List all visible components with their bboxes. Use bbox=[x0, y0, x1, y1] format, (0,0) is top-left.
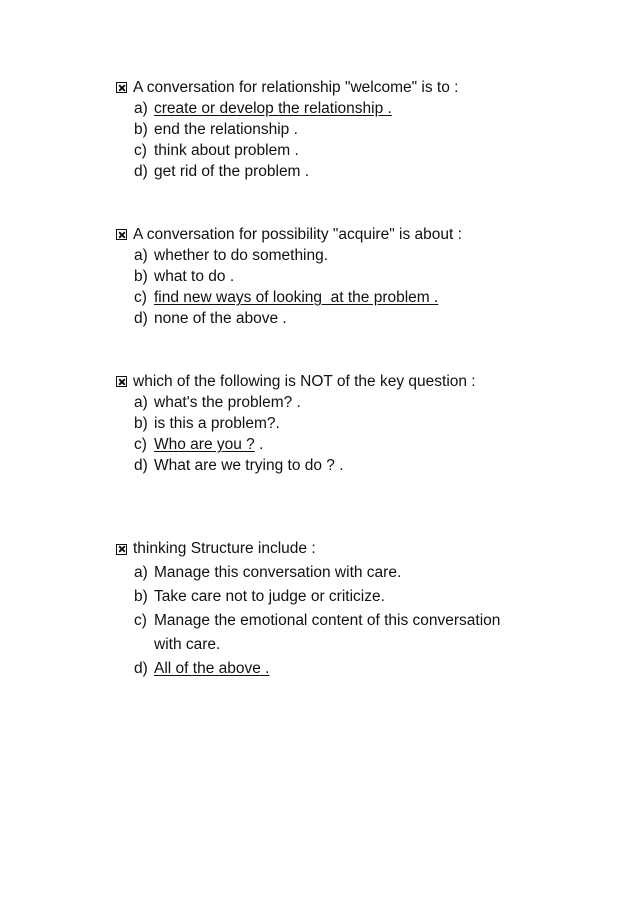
option-text: what's the problem? . bbox=[154, 394, 301, 411]
option-c bbox=[134, 140, 576, 161]
option-text-correct: find new ways of looking at the problem . bbox=[154, 289, 439, 306]
checkbox-x-icon bbox=[116, 82, 127, 93]
option-letter: c) bbox=[134, 436, 147, 453]
option-letter: b) bbox=[134, 588, 148, 605]
checkbox-x-icon bbox=[116, 544, 127, 555]
option-a bbox=[134, 245, 576, 266]
option-c-continuation bbox=[134, 633, 576, 657]
question-stem bbox=[116, 537, 576, 561]
option-b bbox=[134, 266, 576, 287]
option-text-correct: create or develop the relationship . bbox=[154, 100, 392, 117]
option-letter: b) bbox=[134, 121, 148, 138]
options-list bbox=[116, 561, 576, 681]
option-letter: a) bbox=[134, 100, 148, 117]
option-text-correct: Who are you ? bbox=[154, 436, 255, 453]
question-stem-text: A conversation for possibility "acquire" is about : bbox=[133, 226, 462, 243]
option-b bbox=[134, 119, 576, 140]
option-text: Take care not to judge or criticize. bbox=[154, 588, 385, 605]
options-list bbox=[116, 245, 576, 329]
option-text: What are we trying to do ? . bbox=[154, 457, 344, 474]
options-list bbox=[116, 98, 576, 182]
option-letter: a) bbox=[134, 394, 148, 411]
option-letter: a) bbox=[134, 247, 148, 264]
option-b bbox=[134, 585, 576, 609]
option-letter: b) bbox=[134, 268, 148, 285]
question-stem bbox=[116, 77, 576, 98]
option-letter: c) bbox=[134, 142, 147, 159]
option-letter: a) bbox=[134, 564, 148, 581]
option-text-suffix: . bbox=[254, 436, 264, 453]
option-text: is this a problem?. bbox=[154, 415, 280, 432]
option-text-correct: All of the above . bbox=[154, 660, 270, 677]
question-1 bbox=[116, 77, 576, 182]
option-letter: c) bbox=[134, 289, 147, 306]
question-stem bbox=[116, 371, 576, 392]
option-letter: d) bbox=[134, 660, 148, 677]
question-stem-text: which of the following is NOT of the key question : bbox=[133, 373, 476, 390]
option-text: with care. bbox=[154, 636, 221, 653]
checkbox-x-icon bbox=[116, 376, 127, 387]
option-letter: d) bbox=[134, 310, 148, 327]
option-c bbox=[134, 609, 576, 633]
option-text: Manage the emotional content of this conversation bbox=[154, 612, 501, 629]
option-text: whether to do something. bbox=[154, 247, 329, 264]
option-text: think about problem . bbox=[154, 142, 299, 159]
option-a bbox=[134, 98, 576, 119]
option-a bbox=[134, 392, 576, 413]
option-text: get rid of the problem . bbox=[154, 163, 310, 180]
option-text: none of the above . bbox=[154, 310, 287, 327]
option-d bbox=[134, 161, 576, 182]
question-stem-text: thinking Structure include : bbox=[133, 540, 316, 557]
question-stem bbox=[116, 224, 576, 245]
option-b bbox=[134, 413, 576, 434]
question-2 bbox=[116, 224, 576, 329]
option-letter: d) bbox=[134, 163, 148, 180]
option-text: end the relationship . bbox=[154, 121, 298, 138]
option-c bbox=[134, 434, 576, 455]
option-a bbox=[134, 561, 576, 585]
option-c bbox=[134, 287, 576, 308]
option-d bbox=[134, 657, 576, 681]
option-d bbox=[134, 455, 576, 476]
checkbox-x-icon bbox=[116, 229, 127, 240]
option-letter: c) bbox=[134, 612, 147, 629]
question-4 bbox=[116, 537, 576, 681]
question-stem-text: A conversation for relationship "welcome" is to : bbox=[133, 79, 459, 96]
question-3 bbox=[116, 371, 576, 476]
option-letter: b) bbox=[134, 415, 148, 432]
options-list bbox=[116, 392, 576, 476]
option-d bbox=[134, 308, 576, 329]
option-text: Manage this conversation with care. bbox=[154, 564, 402, 581]
option-letter: d) bbox=[134, 457, 148, 474]
option-text: what to do . bbox=[154, 268, 235, 285]
